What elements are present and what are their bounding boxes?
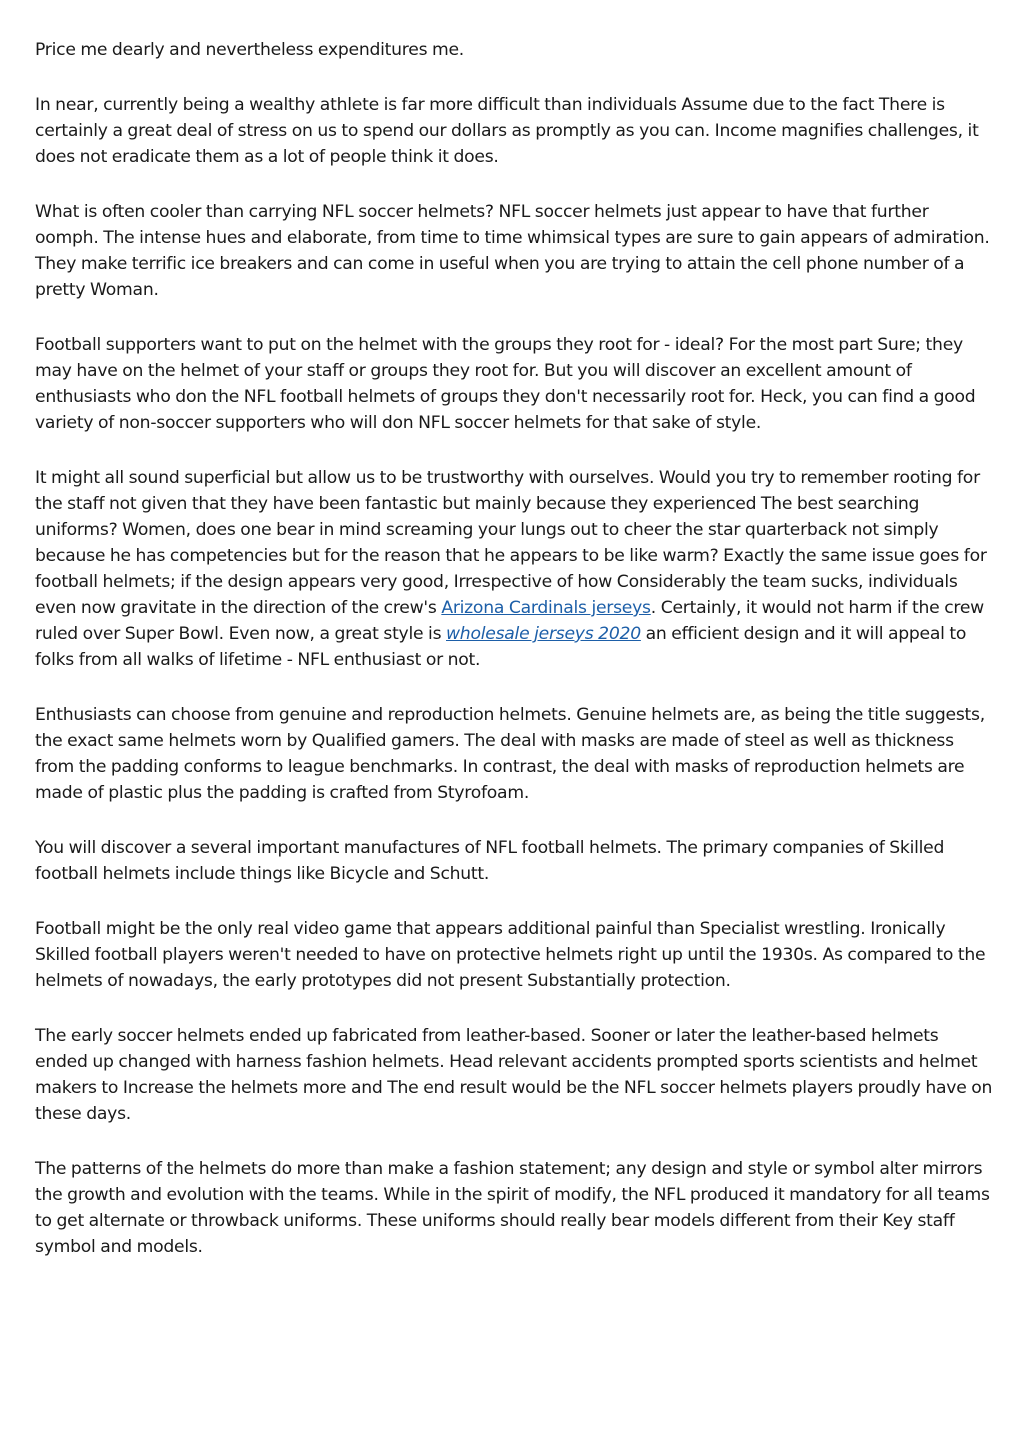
paragraph-1: Price me dearly and nevertheless expenditures me. — [35, 40, 465, 60]
paragraph-9: The early soccer helmets ended up fabricated from leather-based. Sooner or later the leather-based helmets ended up changed with harness fashion helmets. Head relevant accidents prompted sports scientists and helmet makers to Increase the helmets more and The end result would be the NFL soccer helmets players proudly have on these days. — [35, 1026, 993, 1124]
paragraph-10: The patterns of the helmets do more than make a fashion statement; any design and style or symbol alter mirrors the growth and evolution with the teams. While in the spirit of modify, the NFL produced it mandatory for all teams to get alternate or throwback uniforms. These uniforms should really bear models different from their Key staff symbol and models. — [35, 1159, 990, 1257]
paragraph-5-text-middle: . Certainly, it would not harm if the crew ruled over Super Bowl. Even now, a great style is — [35, 598, 984, 644]
document-body — [35, 37, 993, 1289]
paragraph-2: In near, currently being a wealthy athlete is far more difficult than individuals Assume due to the fact There is certainly a great deal of stress on us to spend our dollars as promptly as you can. Income magnifies challenges, it does not eradicate them as a lot of people think it does. — [35, 95, 979, 167]
arizona-cardinals-jerseys-link[interactable]: Arizona Cardinals jerseys — [441, 598, 651, 618]
paragraph-4: Football supporters want to put on the helmet with the groups they root for - ideal? For the most part Sure; they may have on the helmet of your staff or groups they root for. But you will discover an excellent amount of enthusiasts who don the NFL football helmets of groups they don't necessarily root for. Heck, you can find a good variety of non-soccer supporters who will don NFL soccer helmets for that sake of style. — [35, 335, 976, 433]
paragraph-5-text-start: It might all sound superficial but allow us to be trustworthy with ourselves. Would you try to remember rooting for the staff not given that they have been fantastic but mainly because they experienced The best searching uniforms? Women, does one bear in mind screaming your lungs out to cheer the star quarterback not simply because he has competencies but for the reason that he appears to be like warm? Exactly the same issue goes for football helmets; if the design appears very good, Irrespective of how Considerably the team sucks, individuals even now gravitate in the direction of the crew's — [35, 468, 987, 618]
paragraph-5-text-end: an efficient design and it will appeal to folks from all walks of lifetime - NFL enthusiast or not. — [35, 624, 967, 670]
paragraph-7: You will discover a several important manufactures of NFL football helmets. The primary companies of Skilled football helmets include things like Bicycle and Schutt. — [35, 838, 945, 884]
paragraph-8: Football might be the only real video game that appears additional painful than Specialist wrestling. Ironically Skilled football players weren't needed to have on protective helmets right up until the 1930s. As compared to the helmets of nowadays, the early prototypes did not present Substantially protection. — [35, 919, 986, 991]
paragraph-6: Enthusiasts can choose from genuine and reproduction helmets. Genuine helmets are, as being the title suggests, the exact same helmets worn by Qualified gamers. The deal with masks are made of steel as well as thickness from the padding conforms to league benchmarks. In contrast, the deal with masks of reproduction helmets are made of plastic plus the padding is crafted from Styrofoam. — [35, 705, 985, 803]
paragraph-3: What is often cooler than carrying NFL soccer helmets? NFL soccer helmets just appear to have that further oomph. The intense hues and elaborate, from time to time whimsical types are sure to gain appears of admiration. They make terrific ice breakers and can come in useful when you are trying to attain the cell phone number of a pretty Woman. — [35, 202, 990, 300]
paragraph-5 — [35, 465, 993, 673]
wholesale-jerseys-link[interactable]: wholesale jerseys 2020 — [446, 624, 641, 644]
